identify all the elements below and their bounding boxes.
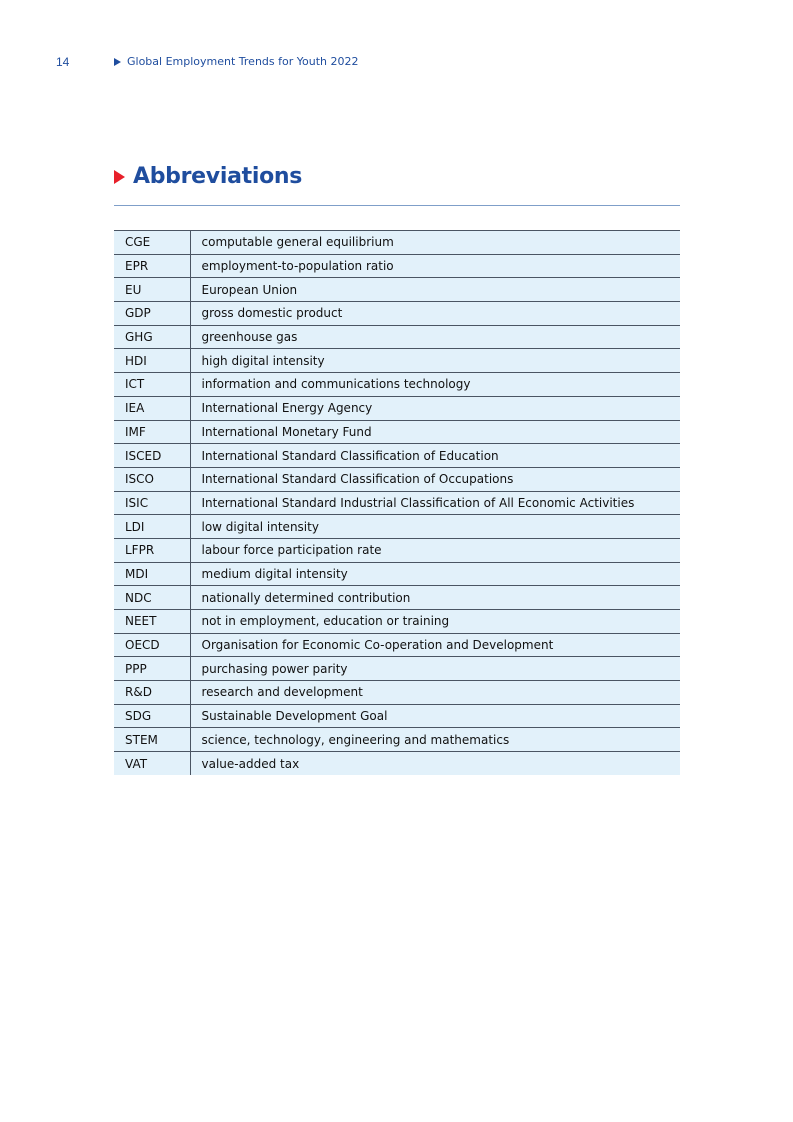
table-row bbox=[114, 396, 680, 420]
abbreviation-cell: ISIC bbox=[114, 491, 190, 515]
definition-cell: nationally determined contribution bbox=[190, 586, 680, 610]
abbreviations-table bbox=[114, 230, 680, 775]
table-row bbox=[114, 657, 680, 681]
abbreviation-cell: VAT bbox=[114, 752, 190, 776]
section-heading bbox=[114, 164, 302, 189]
definition-cell: International Standard Classification of Occupations bbox=[190, 467, 680, 491]
definition-cell: employment-to-population ratio bbox=[190, 254, 680, 278]
definition-cell: not in employment, education or training bbox=[190, 610, 680, 634]
abbreviation-cell: NDC bbox=[114, 586, 190, 610]
table-row bbox=[114, 278, 680, 302]
page-number: 14 bbox=[56, 55, 70, 69]
table-row bbox=[114, 302, 680, 326]
abbreviation-cell: GHG bbox=[114, 325, 190, 349]
table-row bbox=[114, 752, 680, 776]
table-row bbox=[114, 373, 680, 397]
definition-cell: European Union bbox=[190, 278, 680, 302]
definition-cell: science, technology, engineering and mathematics bbox=[190, 728, 680, 752]
definition-cell: greenhouse gas bbox=[190, 325, 680, 349]
triangle-bullet-icon bbox=[114, 58, 121, 66]
abbreviation-cell: MDI bbox=[114, 562, 190, 586]
definition-cell: International Standard Classification of Education bbox=[190, 444, 680, 468]
title-divider bbox=[114, 205, 680, 206]
abbreviation-cell: ISCO bbox=[114, 467, 190, 491]
abbreviation-cell: IEA bbox=[114, 396, 190, 420]
definition-cell: high digital intensity bbox=[190, 349, 680, 373]
definition-cell: research and development bbox=[190, 681, 680, 705]
definition-cell: low digital intensity bbox=[190, 515, 680, 539]
definition-cell: International Monetary Fund bbox=[190, 420, 680, 444]
abbreviation-cell: NEET bbox=[114, 610, 190, 634]
abbreviation-cell: ICT bbox=[114, 373, 190, 397]
definition-cell: value-added tax bbox=[190, 752, 680, 776]
abbreviation-cell: EPR bbox=[114, 254, 190, 278]
abbreviation-cell: OECD bbox=[114, 633, 190, 657]
table-row bbox=[114, 467, 680, 491]
table-row bbox=[114, 538, 680, 562]
table-row bbox=[114, 515, 680, 539]
table-row bbox=[114, 231, 680, 255]
definition-cell: International Energy Agency bbox=[190, 396, 680, 420]
definition-cell: Sustainable Development Goal bbox=[190, 704, 680, 728]
abbreviation-cell: EU bbox=[114, 278, 190, 302]
table-row bbox=[114, 444, 680, 468]
abbreviation-cell: HDI bbox=[114, 349, 190, 373]
table-row bbox=[114, 325, 680, 349]
running-header bbox=[114, 55, 358, 68]
table-row bbox=[114, 562, 680, 586]
abbreviation-cell: GDP bbox=[114, 302, 190, 326]
table-row bbox=[114, 681, 680, 705]
table-row bbox=[114, 254, 680, 278]
abbreviation-cell: IMF bbox=[114, 420, 190, 444]
table-row bbox=[114, 728, 680, 752]
table-row bbox=[114, 586, 680, 610]
abbreviation-cell: LFPR bbox=[114, 538, 190, 562]
table-row bbox=[114, 633, 680, 657]
abbreviation-cell: CGE bbox=[114, 231, 190, 255]
table-row bbox=[114, 491, 680, 515]
definition-cell: labour force participation rate bbox=[190, 538, 680, 562]
table-row bbox=[114, 420, 680, 444]
table-row bbox=[114, 610, 680, 634]
definition-cell: purchasing power parity bbox=[190, 657, 680, 681]
abbreviations-table-body bbox=[114, 231, 680, 776]
abbreviation-cell: LDI bbox=[114, 515, 190, 539]
abbreviation-cell: SDG bbox=[114, 704, 190, 728]
red-triangle-icon bbox=[114, 170, 125, 184]
abbreviation-cell: ISCED bbox=[114, 444, 190, 468]
running-header-title: Global Employment Trends for Youth 2022 bbox=[127, 55, 359, 68]
definition-cell: Organisation for Economic Co-operation and Development bbox=[190, 633, 680, 657]
table-row bbox=[114, 349, 680, 373]
abbreviation-cell: PPP bbox=[114, 657, 190, 681]
definition-cell: computable general equilibrium bbox=[190, 231, 680, 255]
abbreviation-cell: R&D bbox=[114, 681, 190, 705]
definition-cell: information and communications technology bbox=[190, 373, 680, 397]
definition-cell: gross domestic product bbox=[190, 302, 680, 326]
table-row bbox=[114, 704, 680, 728]
abbreviation-cell: STEM bbox=[114, 728, 190, 752]
page-title: Abbreviations bbox=[133, 164, 303, 189]
definition-cell: medium digital intensity bbox=[190, 562, 680, 586]
definition-cell: International Standard Industrial Classification of All Economic Activities bbox=[190, 491, 680, 515]
